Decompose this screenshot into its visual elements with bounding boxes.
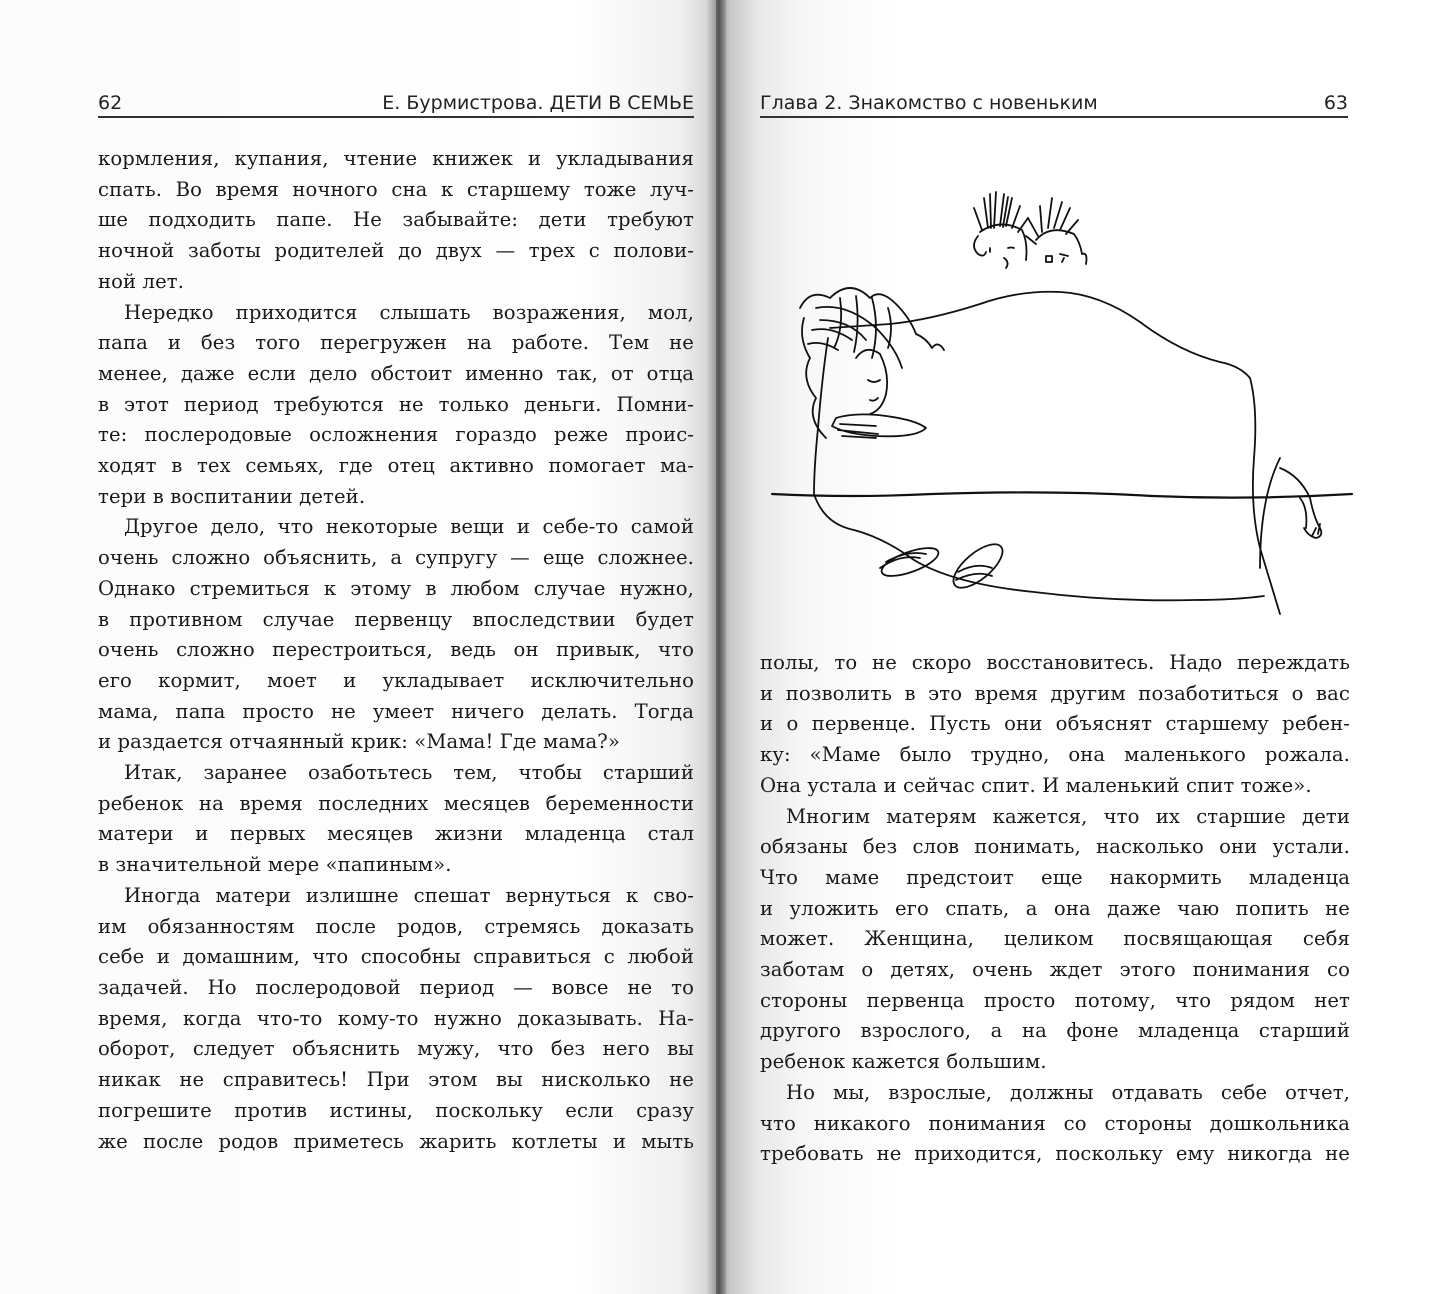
text-line: кормления, купания, чтение книжек и укладывания xyxy=(98,147,694,170)
text-line: им обязанностям после родов, стремясь доказать xyxy=(98,914,694,938)
text-line: менее, даже если дело обстоит именно так, от отца xyxy=(98,361,694,385)
text-line: же после родов приметесь жарить котлеты и мыть xyxy=(98,1129,694,1153)
text-line: папа и без того перегружен на работе. Тем не xyxy=(98,331,694,355)
right-body-text xyxy=(760,648,1350,1170)
text-line: обязаны без слов понимать, насколько они устали. xyxy=(760,835,1350,859)
sleeping-mother-illustration xyxy=(760,148,1360,628)
text-line: и раздается отчаянный крик: «Мама! Где мама?» xyxy=(98,730,620,754)
text-line: ребенок на время последних месяцев беременности xyxy=(98,791,694,815)
right-running-title: Глава 2. Знакомство с новеньким xyxy=(760,92,1098,114)
text-line: стороны первенца просто потому, что рядом нет xyxy=(760,988,1350,1012)
text-line: что никакого понимания со стороны дошкольника xyxy=(760,1111,1350,1135)
text-line: себе и домашним, что способны справиться с любой xyxy=(98,945,694,969)
text-line: в этот период требуются не только деньги. Помни- xyxy=(98,392,694,416)
text-line: матери и первых месяцев жизни младенца стал xyxy=(98,822,694,846)
boy-right-icon xyxy=(1026,198,1087,264)
text-line: мама, папа просто не умеет ничего делать. Тогда xyxy=(98,699,694,723)
text-line: его кормит, моет и укладывает исключительно xyxy=(98,668,694,692)
text-line: время, когда что-то кому-то нужно доказывать. На- xyxy=(98,1006,694,1030)
text-line: ходят в тех семьях, где отец активно помогает ма- xyxy=(98,454,694,478)
boy-left-icon xyxy=(974,192,1028,268)
text-line: погрешите против истины, поскольку если сразу xyxy=(98,1098,694,1122)
text-line: другого взрослого, а на фоне младенца старший xyxy=(760,1019,1350,1043)
text-line: спать. Во время ночного сна к старшему тоже луч- xyxy=(98,177,694,201)
text-line: очень сложно перестроиться, ведь он привык, что xyxy=(98,638,694,662)
text-line: и позволить в это время другим позаботиться о вас xyxy=(760,681,1350,705)
right-page xyxy=(716,0,1445,1294)
right-running-head xyxy=(760,92,1348,118)
left-running-head xyxy=(98,92,694,118)
left-body-text xyxy=(98,144,694,1157)
text-line: полы, то не скоро восстановитесь. Надо переждать xyxy=(760,651,1350,674)
text-line: Многим матерям кажется, что их старшие дети xyxy=(786,804,1350,828)
left-running-title: Е. Бурмистрова. ДЕТИ В СЕМЬЕ xyxy=(382,92,694,114)
left-page xyxy=(0,0,716,1294)
text-line: Но мы, взрослые, должны отдавать себе отчет, xyxy=(786,1080,1350,1104)
text-line: ребенок кажется большим. xyxy=(760,1050,1047,1074)
text-line: оборот, следует объяснить мужу, что без него вы xyxy=(98,1037,694,1061)
text-line: ной лет. xyxy=(98,269,185,293)
text-line: ку: «Маме было трудно, она маленького рожала. xyxy=(760,743,1350,767)
text-line: и уложить его спать, а она даже чаю попить не xyxy=(760,896,1350,920)
text-line: ночной заботы родителей до двух — трех с полови- xyxy=(98,239,694,263)
text-line: Другое дело, что некоторые вещи и себе-то самой xyxy=(124,515,694,539)
text-line: может. Женщина, целиком посвящающая себя xyxy=(760,927,1350,951)
text-line: заботам о детях, очень ждет этого понимания со xyxy=(760,958,1350,982)
floor-line xyxy=(772,492,1352,497)
hands-icon xyxy=(832,414,926,438)
mother-face-icon xyxy=(856,350,887,414)
text-line: те: послеродовые осложнения гораздо реже проис- xyxy=(98,423,694,447)
text-line: ше подходить папе. Не забывайте: дети требуют xyxy=(98,208,694,232)
text-line: требовать не приходится, поскольку ему никогда не xyxy=(760,1142,1350,1166)
text-line: и о первенце. Пусть они объяснят старшему ребен- xyxy=(760,712,1350,736)
text-line: в значительной мере «папиным». xyxy=(98,853,452,877)
feet-icon xyxy=(1280,468,1321,538)
text-line: Нередко приходится слышать возражения, мол, xyxy=(124,300,694,324)
text-line: Однако стремиться к этому в любом случае нужно, xyxy=(98,576,694,600)
text-line: никак не справитесь! При этом вы нисколько не xyxy=(98,1068,694,1092)
text-line: Она устала и сейчас спит. И маленький спит тоже». xyxy=(760,773,1312,797)
text-line: в противном случае первенцу впоследствии будет xyxy=(98,607,694,631)
text-line: тери в воспитании детей. xyxy=(98,484,366,508)
right-page-number: 63 xyxy=(1323,92,1348,114)
blanket-outline xyxy=(830,292,1280,614)
left-page-number: 62 xyxy=(98,92,123,114)
text-line: Иногда матери излишне спешат вернуться к сво- xyxy=(124,883,694,907)
text-line: задачей. Но послеродовой период — вовсе не то xyxy=(98,975,694,999)
text-line: очень сложно объяснить, а супругу — еще сложнее. xyxy=(98,546,694,570)
text-line: Что маме предстоит еще накормить младенца xyxy=(760,865,1350,889)
text-line: Итак, заранее озаботьтесь тем, чтобы старший xyxy=(124,761,694,785)
book-spine-shadow xyxy=(706,0,726,1294)
